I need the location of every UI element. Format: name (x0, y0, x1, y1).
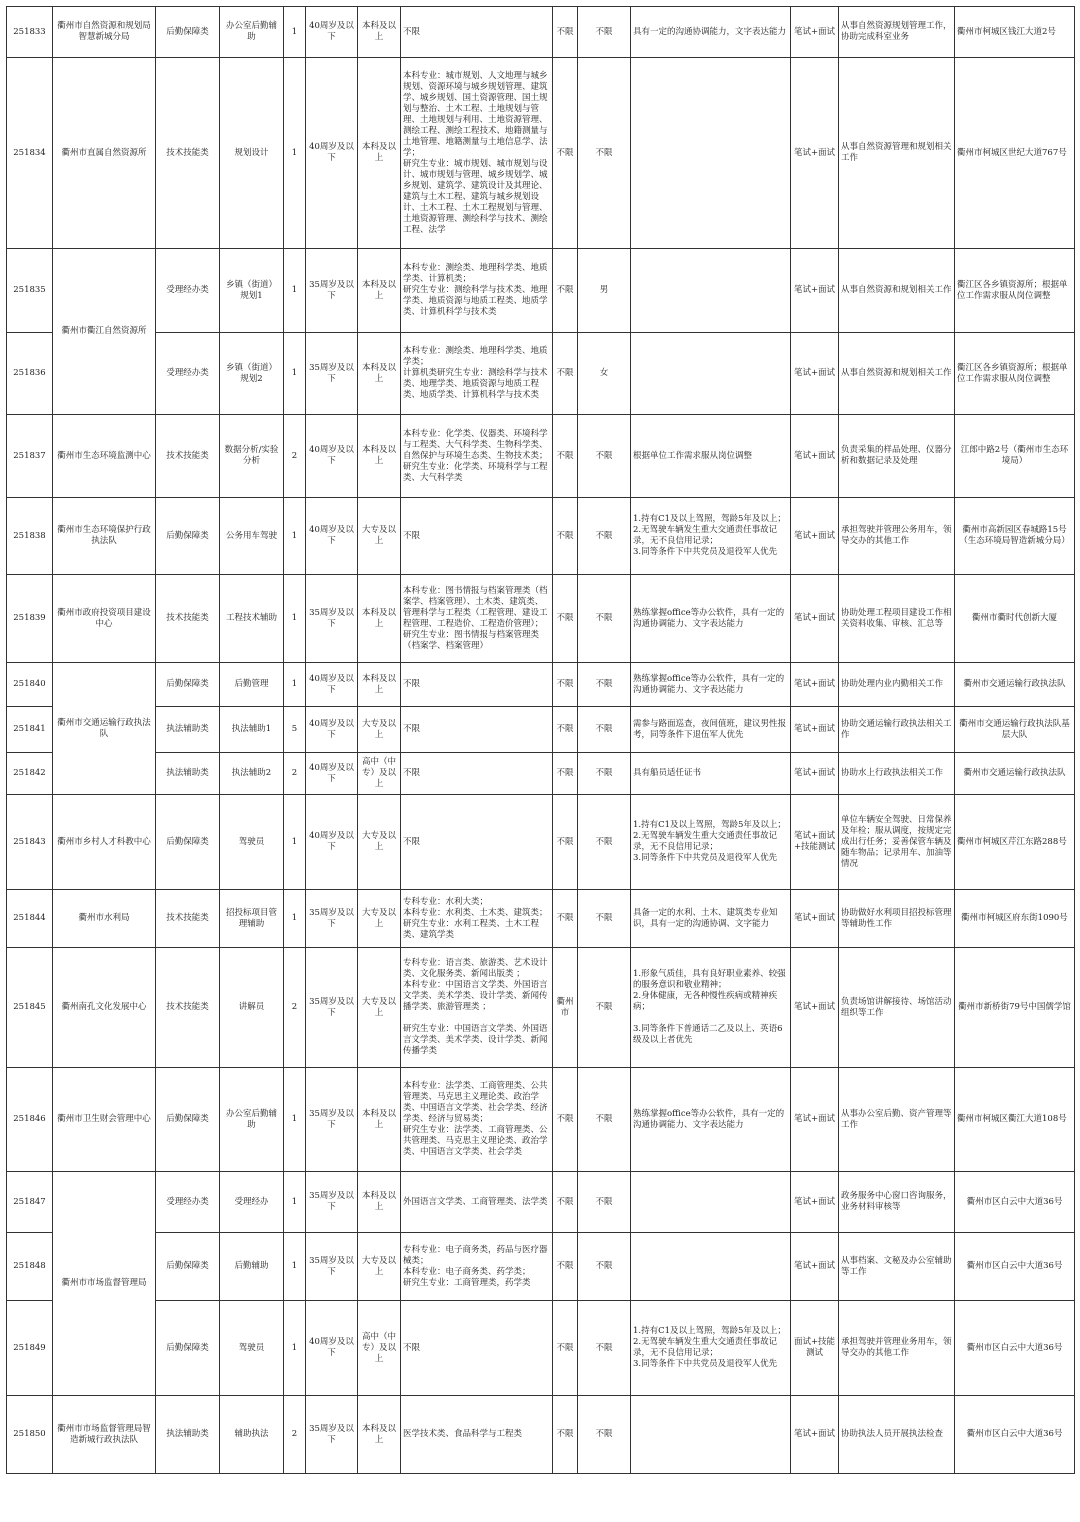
table-row (7, 1172, 1075, 1233)
hukou-requirement: 不限 (553, 415, 578, 498)
work-address: 衢州市衢时代创新大厦 (955, 575, 1075, 663)
job-duty: 单位车辆安全驾驶、日常保养及年检；服从调度，按规定完成出行任务；妥善保管车辆及随车物品；记录用车、加油等情况 (839, 795, 955, 890)
table-row (7, 663, 1075, 707)
hukou-requirement: 不限 (553, 333, 578, 415)
hire-count: 1 (284, 890, 306, 948)
table-row (7, 753, 1075, 795)
hukou-requirement: 不限 (553, 249, 578, 333)
position-name: 规划设计 (220, 58, 284, 249)
major-requirement: 专科专业：语言类、旅游类、艺术设计类、文化服务类、新闻出版类 ； 本科专业：中国语言文学类、外国语言文学类、美术学类、设计学类、新闻传播学类、旅游管理类 ； 研究生专业：中国语言文学类、外国语言文学类、美术学类、设计学类、新闻传播学类 (401, 948, 553, 1068)
age-requirement: 35周岁及以下 (306, 249, 358, 333)
other-requirement (631, 333, 791, 415)
unit-name: 衢州市市场监督管理局 (53, 1172, 156, 1396)
table-row (7, 1396, 1075, 1474)
unit-name: 衢州市交通运输行政执法队 (53, 663, 156, 795)
table-row (7, 795, 1075, 890)
hukou-requirement: 不限 (553, 1233, 578, 1301)
hire-count: 1 (284, 498, 306, 575)
unit-name: 衢州市自然资源和规划局智慧新城分局 (53, 7, 156, 58)
gender-requirement: 不限 (578, 1301, 631, 1396)
hire-count: 1 (284, 1172, 306, 1233)
education-requirement: 本科及以上 (358, 663, 401, 707)
position-category: 受理经办类 (156, 1172, 220, 1233)
unit-name: 衢州市生态环境保护行政执法队 (53, 498, 156, 575)
position-name: 执法辅助1 (220, 707, 284, 753)
age-requirement: 40周岁及以下 (306, 753, 358, 795)
position-name: 受理经办 (220, 1172, 284, 1233)
exam-method: 笔试+面试 (791, 249, 839, 333)
hire-count: 1 (284, 795, 306, 890)
age-requirement: 40周岁及以下 (306, 707, 358, 753)
job-duty: 协助交通运输行政执法相关工作 (839, 707, 955, 753)
position-code: 251844 (7, 890, 53, 948)
age-requirement: 40周岁及以下 (306, 415, 358, 498)
position-category: 后勤保障类 (156, 498, 220, 575)
gender-requirement: 女 (578, 333, 631, 415)
unit-name: 衢州市乡村人才科教中心 (53, 795, 156, 890)
education-requirement: 本科及以上 (358, 249, 401, 333)
education-requirement: 本科及以上 (358, 1396, 401, 1474)
exam-method: 笔试+面试 (791, 1233, 839, 1301)
hukou-requirement: 不限 (553, 753, 578, 795)
exam-method: 笔试+面试 (791, 707, 839, 753)
job-duty: 从事自然资源和规划相关工作 (839, 333, 955, 415)
major-requirement: 不限 (401, 1301, 553, 1396)
other-requirement: 1.持有C1及以上驾照，驾龄5年及以上； 2.无驾驶车辆发生重大交通责任事故记录，无不良信用记录； 3.同等条件下中共党员及退役军人优先 (631, 498, 791, 575)
job-duty: 协助做好水利项目招投标管理等辅助性工作 (839, 890, 955, 948)
gender-requirement: 不限 (578, 753, 631, 795)
gender-requirement: 不限 (578, 1396, 631, 1474)
age-requirement: 40周岁及以下 (306, 663, 358, 707)
major-requirement: 本科专业：法学类、工商管理类、公共管理类、马克思主义理论类、政治学类、中国语言文学类、社会学类、经济学类、经济与贸易类； 研究生专业：法学类、工商管理类、公共管理类、马克思主义理论类、政治学类、中国语言文学类、社会学类 (401, 1068, 553, 1172)
position-category: 后勤保障类 (156, 1233, 220, 1301)
age-requirement: 40周岁及以下 (306, 58, 358, 249)
education-requirement: 本科及以上 (358, 575, 401, 663)
education-requirement: 本科及以上 (358, 1172, 401, 1233)
education-requirement: 本科及以上 (358, 58, 401, 249)
other-requirement: 具有船员适任证书 (631, 753, 791, 795)
table-row (7, 58, 1075, 249)
work-address: 江郎中路2号（衢州市生态环境局） (955, 415, 1075, 498)
major-requirement: 不限 (401, 663, 553, 707)
major-requirement: 不限 (401, 753, 553, 795)
work-address: 衢州市高新园区春城路15号 （生态环境局智造新城分局） (955, 498, 1075, 575)
exam-method: 笔试+面试 (791, 333, 839, 415)
gender-requirement: 不限 (578, 948, 631, 1068)
table-row (7, 1301, 1075, 1396)
exam-method: 笔试+面试 (791, 1172, 839, 1233)
position-category: 后勤保障类 (156, 795, 220, 890)
major-requirement: 不限 (401, 795, 553, 890)
table-row (7, 415, 1075, 498)
gender-requirement: 不限 (578, 1172, 631, 1233)
unit-name: 衢州市直属自然资源所 (53, 58, 156, 249)
education-requirement: 大专及以上 (358, 948, 401, 1068)
position-code: 251840 (7, 663, 53, 707)
table-row (7, 498, 1075, 575)
gender-requirement: 不限 (578, 415, 631, 498)
position-code: 251839 (7, 575, 53, 663)
hukou-requirement: 衢州市 (553, 948, 578, 1068)
hire-count: 1 (284, 663, 306, 707)
major-requirement: 本科专业：图书情报与档案管理类（档案学、档案管理）、土木类、建筑类、管理科学与工程类（工程管理、建设工程管理、工程造价、工程造价管理）； 研究生专业：图书情报与档案管理类（档案学、档案管理） (401, 575, 553, 663)
gender-requirement: 不限 (578, 707, 631, 753)
gender-requirement: 不限 (578, 663, 631, 707)
work-address: 衢州市新桥街79号中国儒学馆 (955, 948, 1075, 1068)
gender-requirement: 男 (578, 249, 631, 333)
position-category: 技术技能类 (156, 415, 220, 498)
position-code: 251842 (7, 753, 53, 795)
job-duty: 负责场馆讲解接待、场馆活动组织等工作 (839, 948, 955, 1068)
position-category: 后勤保障类 (156, 7, 220, 58)
position-name: 讲解员 (220, 948, 284, 1068)
age-requirement: 35周岁及以下 (306, 1172, 358, 1233)
education-requirement: 高中（中专）及以上 (358, 1301, 401, 1396)
position-name: 招投标项目管理辅助 (220, 890, 284, 948)
other-requirement: 具有一定的沟通协调能力，文字表达能力 (631, 7, 791, 58)
age-requirement: 35周岁及以下 (306, 1233, 358, 1301)
position-code: 251841 (7, 707, 53, 753)
exam-method: 笔试+面试 (791, 7, 839, 58)
position-name: 驾驶员 (220, 795, 284, 890)
job-duty: 负责采集的样品处理、仪器分析和数据记录及处理 (839, 415, 955, 498)
position-category: 技术技能类 (156, 890, 220, 948)
major-requirement: 医学技术类、食品科学与工程类 (401, 1396, 553, 1474)
position-category: 技术技能类 (156, 575, 220, 663)
gender-requirement: 不限 (578, 1068, 631, 1172)
position-code: 251843 (7, 795, 53, 890)
hire-count: 2 (284, 415, 306, 498)
other-requirement (631, 249, 791, 333)
gender-requirement: 不限 (578, 795, 631, 890)
position-name: 公务用车驾驶 (220, 498, 284, 575)
work-address: 衢江区各乡镇资源所；根据单位工作需求服从岗位调整 (955, 333, 1075, 415)
work-address: 衢州市交通运输行政执法队 (955, 663, 1075, 707)
hire-count: 1 (284, 58, 306, 249)
hukou-requirement: 不限 (553, 7, 578, 58)
gender-requirement: 不限 (578, 498, 631, 575)
major-requirement: 不限 (401, 7, 553, 58)
hire-count: 1 (284, 575, 306, 663)
job-duty: 承担驾驶并管理业务用车，领导交办的其他工作 (839, 1301, 955, 1396)
position-code: 251838 (7, 498, 53, 575)
other-requirement: 根据单位工作需求服从岗位调整 (631, 415, 791, 498)
position-code: 251848 (7, 1233, 53, 1301)
hukou-requirement: 不限 (553, 58, 578, 249)
hukou-requirement: 不限 (553, 1301, 578, 1396)
work-address: 衢州市柯城区府东街1090号 (955, 890, 1075, 948)
gender-requirement: 不限 (578, 58, 631, 249)
table-row (7, 333, 1075, 415)
exam-method: 笔试+面试+技能测试 (791, 795, 839, 890)
age-requirement: 35周岁及以下 (306, 575, 358, 663)
position-category: 后勤保障类 (156, 1301, 220, 1396)
position-category: 受理经办类 (156, 249, 220, 333)
work-address: 衢州市区白云中大道36号 (955, 1233, 1075, 1301)
exam-method: 笔试+面试 (791, 948, 839, 1068)
exam-method: 笔试+面试 (791, 663, 839, 707)
position-name: 执法辅助2 (220, 753, 284, 795)
age-requirement: 35周岁及以下 (306, 890, 358, 948)
other-requirement (631, 58, 791, 249)
position-name: 后勤管理 (220, 663, 284, 707)
age-requirement: 35周岁及以下 (306, 1068, 358, 1172)
hukou-requirement: 不限 (553, 707, 578, 753)
position-name: 驾驶员 (220, 1301, 284, 1396)
unit-name: 衢州市水利局 (53, 890, 156, 948)
position-category: 技术技能类 (156, 948, 220, 1068)
other-requirement: 1.形象气质佳，具有良好职业素养、较强的服务意识和敬业精神； 2.身体健康，无各种慢性疾病或精神疾病； 3.同等条件下普通话二乙及以上、英语6级及以上者优先 (631, 948, 791, 1068)
hire-count: 2 (284, 948, 306, 1068)
position-name: 办公室后勤辅助 (220, 1068, 284, 1172)
position-category: 技术技能类 (156, 58, 220, 249)
hukou-requirement: 不限 (553, 498, 578, 575)
exam-method: 笔试+面试 (791, 415, 839, 498)
job-duty: 从事自然资源管理和规划相关工作 (839, 58, 955, 249)
hukou-requirement: 不限 (553, 1172, 578, 1233)
hire-count: 2 (284, 753, 306, 795)
table-row (7, 249, 1075, 333)
education-requirement: 大专及以上 (358, 795, 401, 890)
exam-method: 笔试+面试 (791, 753, 839, 795)
job-duty: 政务服务中心窗口咨询服务，业务材料审核等 (839, 1172, 955, 1233)
table-row (7, 575, 1075, 663)
education-requirement: 本科及以上 (358, 1068, 401, 1172)
position-code: 251845 (7, 948, 53, 1068)
position-category: 执法辅助类 (156, 1396, 220, 1474)
work-address: 衢州市交通运输行政执法队 (955, 753, 1075, 795)
position-category: 后勤保障类 (156, 1068, 220, 1172)
education-requirement: 本科及以上 (358, 333, 401, 415)
other-requirement (631, 1396, 791, 1474)
position-code: 251846 (7, 1068, 53, 1172)
position-name: 工程技术辅助 (220, 575, 284, 663)
position-name: 后勤辅助 (220, 1233, 284, 1301)
education-requirement: 大专及以上 (358, 707, 401, 753)
hire-count: 1 (284, 7, 306, 58)
position-code: 251833 (7, 7, 53, 58)
major-requirement: 不限 (401, 707, 553, 753)
position-name: 办公室后勤辅助 (220, 7, 284, 58)
job-duty: 协助执法人员开展执法检查 (839, 1396, 955, 1474)
other-requirement: 具备一定的水利、土木、建筑类专业知识，具有一定的沟通协调、文字能力 (631, 890, 791, 948)
work-address: 衢州市柯城区衢江大道108号 (955, 1068, 1075, 1172)
hire-count: 5 (284, 707, 306, 753)
table-row (7, 890, 1075, 948)
job-duty: 从事档案、文秘及办公室辅助等工作 (839, 1233, 955, 1301)
hire-count: 1 (284, 1068, 306, 1172)
major-requirement: 本科专业：城市规划、人文地理与城乡规划、资源环境与城乡规划管理、建筑学、城乡规划、国土资源管理、国土规划与整治、土木工程、土地规划与管理、土地规划与利用、土地资源管理、测绘工程、测绘工程技术、地籍测量与土地管理、地籍测量与土地信息学、法学； 研究生专业：城市规划、城市规划与设计、城市规划与管理、城乡规划学、城乡规划、建筑学、建筑设计及其理论、建筑与土木工程、建筑与城乡规划设计、土木工程、土木工程规划与管理、土地资源管理、测绘科学与技术、测绘工程、法学 (401, 58, 553, 249)
age-requirement: 40周岁及以下 (306, 498, 358, 575)
job-duty: 协助处理内业内勤相关工作 (839, 663, 955, 707)
hukou-requirement: 不限 (553, 1396, 578, 1474)
education-requirement: 高中（中专）及以上 (358, 753, 401, 795)
job-duty: 承担驾驶并管理公务用车，领导交办的其他工作 (839, 498, 955, 575)
age-requirement: 40周岁及以下 (306, 1301, 358, 1396)
position-category: 执法辅助类 (156, 753, 220, 795)
unit-name: 衢州市卫生财会管理中心 (53, 1068, 156, 1172)
exam-method: 笔试+面试 (791, 58, 839, 249)
unit-name: 衢州市衢江自然资源所 (53, 249, 156, 415)
position-code: 251835 (7, 249, 53, 333)
position-code: 251849 (7, 1301, 53, 1396)
table-row (7, 707, 1075, 753)
position-name: 乡镇（街道）规划1 (220, 249, 284, 333)
other-requirement: 熟练掌握office等办公软件，具有一定的沟通协调能力、文字表达能力 (631, 663, 791, 707)
hukou-requirement: 不限 (553, 575, 578, 663)
table-row (7, 1068, 1075, 1172)
exam-method: 笔试+面试 (791, 498, 839, 575)
age-requirement: 35周岁及以下 (306, 948, 358, 1068)
position-category: 执法辅助类 (156, 707, 220, 753)
other-requirement: 1.持有C1及以上驾照，驾龄5年及以上； 2.无驾驶车辆发生重大交通责任事故记录，无不良信用记录； 3.同等条件下中共党员及退役军人优先 (631, 1301, 791, 1396)
position-code: 251837 (7, 415, 53, 498)
education-requirement: 大专及以上 (358, 498, 401, 575)
job-duty: 协助处理工程项目建设工作相关资料收集、审核、汇总等 (839, 575, 955, 663)
gender-requirement: 不限 (578, 890, 631, 948)
hukou-requirement: 不限 (553, 795, 578, 890)
exam-method: 笔试+面试 (791, 890, 839, 948)
hire-count: 1 (284, 333, 306, 415)
work-address: 衢州市区白云中大道36号 (955, 1172, 1075, 1233)
exam-method: 笔试+面试 (791, 1396, 839, 1474)
unit-name: 衢州市市场监督管理局智造新城行政执法队 (53, 1396, 156, 1474)
other-requirement: 需参与路面巡查，夜间值班，建议男性报考，同等条件下退伍军人优先 (631, 707, 791, 753)
hire-count: 1 (284, 1233, 306, 1301)
major-requirement: 专科专业：水利大类； 本科专业：水利类、土木类、建筑类； 研究生专业：水利工程类、土木工程类、建筑学类 (401, 890, 553, 948)
age-requirement: 40周岁及以下 (306, 7, 358, 58)
job-duty: 从事自然资源和规划相关工作 (839, 249, 955, 333)
education-requirement: 本科及以上 (358, 7, 401, 58)
table-row (7, 948, 1075, 1068)
position-code: 251850 (7, 1396, 53, 1474)
major-requirement: 专科专业：电子商务类，药品与医疗器械类； 本科专业：电子商务类、药学类； 研究生专业：工商管理类，药学类 (401, 1233, 553, 1301)
job-duty: 从事办公室后勤、资产管理等工作 (839, 1068, 955, 1172)
other-requirement: 熟练掌握office等办公软件，具有一定的沟通协调能力、文字表达能力 (631, 1068, 791, 1172)
job-duty: 协助水上行政执法相关工作 (839, 753, 955, 795)
position-code: 251834 (7, 58, 53, 249)
position-code: 251836 (7, 333, 53, 415)
major-requirement: 外国语言文学类、工商管理类、法学类 (401, 1172, 553, 1233)
hukou-requirement: 不限 (553, 663, 578, 707)
exam-method: 笔试+面试 (791, 575, 839, 663)
table-row (7, 1233, 1075, 1301)
age-requirement: 35周岁及以下 (306, 333, 358, 415)
age-requirement: 35周岁及以下 (306, 1396, 358, 1474)
exam-method: 笔试+面试 (791, 1068, 839, 1172)
position-category: 后勤保障类 (156, 663, 220, 707)
recruitment-table (6, 6, 1075, 1474)
education-requirement: 大专及以上 (358, 1233, 401, 1301)
other-requirement: 熟练掌握office等办公软件，具有一定的沟通协调能力、文字表达能力 (631, 575, 791, 663)
work-address: 衢州市区白云中大道36号 (955, 1396, 1075, 1474)
gender-requirement: 不限 (578, 575, 631, 663)
major-requirement: 本科专业：化学类、仪器类、环境科学与工程类、大气科学类、生物科学类、自然保护与环境生态类、生物技术类； 研究生专业：化学类、环境科学与工程类、大气科学类 (401, 415, 553, 498)
hukou-requirement: 不限 (553, 1068, 578, 1172)
position-name: 乡镇（街道）规划2 (220, 333, 284, 415)
work-address: 衢江区各乡镇资源所；根据单位工作需求服从岗位调整 (955, 249, 1075, 333)
work-address: 衢州市柯城区钱江大道2号 (955, 7, 1075, 58)
job-duty: 从事自然资源规划管理工作，协助完成科室业务 (839, 7, 955, 58)
work-address: 衢州市柯城区芹江东路288号 (955, 795, 1075, 890)
other-requirement: 1.持有C1及以上驾照，驾龄5年及以上； 2.无驾驶车辆发生重大交通责任事故记录，无不良信用记录； 3.同等条件下中共党员及退役军人优先 (631, 795, 791, 890)
major-requirement: 不限 (401, 498, 553, 575)
position-category: 受理经办类 (156, 333, 220, 415)
table-row (7, 7, 1075, 58)
major-requirement: 本科专业：测绘类、地理科学类、地质学类、计算机类； 研究生专业：测绘科学与技术类、地理学类、地质资源与地质工程类、地质学类、计算机科学与技术类 (401, 249, 553, 333)
hire-count: 1 (284, 1301, 306, 1396)
position-name: 辅助执法 (220, 1396, 284, 1474)
work-address: 衢州市柯城区世纪大道767号 (955, 58, 1075, 249)
hire-count: 1 (284, 249, 306, 333)
exam-method: 面试+技能测试 (791, 1301, 839, 1396)
other-requirement (631, 1233, 791, 1301)
position-code: 251847 (7, 1172, 53, 1233)
education-requirement: 本科及以上 (358, 415, 401, 498)
other-requirement (631, 1172, 791, 1233)
age-requirement: 40周岁及以下 (306, 795, 358, 890)
work-address: 衢州市交通运输行政执法队基层大队 (955, 707, 1075, 753)
gender-requirement: 不限 (578, 1233, 631, 1301)
hukou-requirement: 不限 (553, 890, 578, 948)
position-name: 数据分析/实验分析 (220, 415, 284, 498)
work-address: 衢州市区白云中大道36号 (955, 1301, 1075, 1396)
unit-name: 衢州市政府投资项目建设中心 (53, 575, 156, 663)
gender-requirement: 不限 (578, 7, 631, 58)
unit-name: 衢州南孔文化发展中心 (53, 948, 156, 1068)
unit-name: 衢州市生态环境监测中心 (53, 415, 156, 498)
education-requirement: 大专及以上 (358, 890, 401, 948)
hire-count: 2 (284, 1396, 306, 1474)
major-requirement: 本科专业：测绘类、地理科学类、地质学类； 计算机类研究生专业：测绘科学与技术类、地理学类、地质资源与地质工程类、地质学类、计算机科学与技术类 (401, 333, 553, 415)
